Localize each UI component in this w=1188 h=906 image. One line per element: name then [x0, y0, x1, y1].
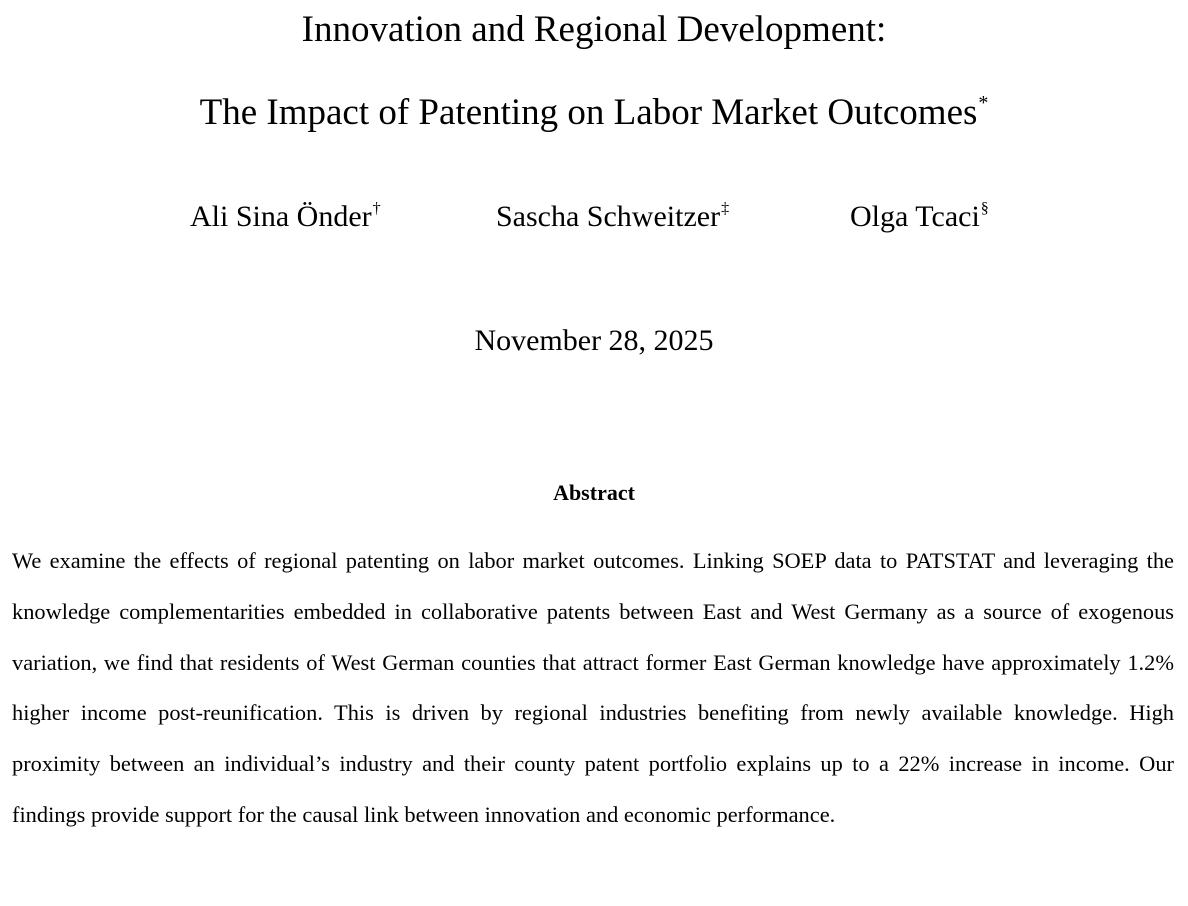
author-2 — [496, 200, 729, 234]
author-3-footnote-mark: § — [980, 200, 989, 217]
paper-title-line-1-text: Innovation and Regional Development: — [301, 9, 887, 50]
author-1-name: Ali Sina Önder — [190, 200, 372, 233]
author-1-footnote-mark: † — [372, 200, 381, 217]
publication-date: November 28, 2025 — [474, 324, 714, 357]
author-3-name: Olga Tcaci — [850, 200, 980, 233]
author-1 — [190, 200, 381, 234]
abstract-heading: Abstract — [553, 480, 635, 505]
author-3 — [850, 200, 989, 234]
abstract-body: We examine the effects of regional patenting on labor market outcomes. Linking SOEP data to PATSTAT and leveraging the knowledge complementarities embedded in collaborative patents between East and West Germany as a source of exogenous variation, we find that residents of West German counties that attract former East German knowledge have approximately 1.2% higher income post-reunification. This is driven by regional industries benefiting from newly available knowledge. High proximity between an individual’s industry and their county patent portfolio explains up to a 22% increase in income. Our findings provide support for the causal link between innovation and economic performance. — [12, 548, 1174, 827]
author-list — [0, 200, 1188, 244]
title-footnote-mark: * — [978, 92, 989, 114]
paper-title-line-1 — [0, 10, 1188, 51]
paper-title-line-2-text: The Impact of Patenting on Labor Market Outcomes — [199, 92, 978, 133]
author-2-name: Sascha Schweitzer — [496, 200, 721, 233]
paper-title-line-2 — [0, 93, 1188, 134]
author-2-footnote-mark: ‡ — [721, 200, 730, 217]
